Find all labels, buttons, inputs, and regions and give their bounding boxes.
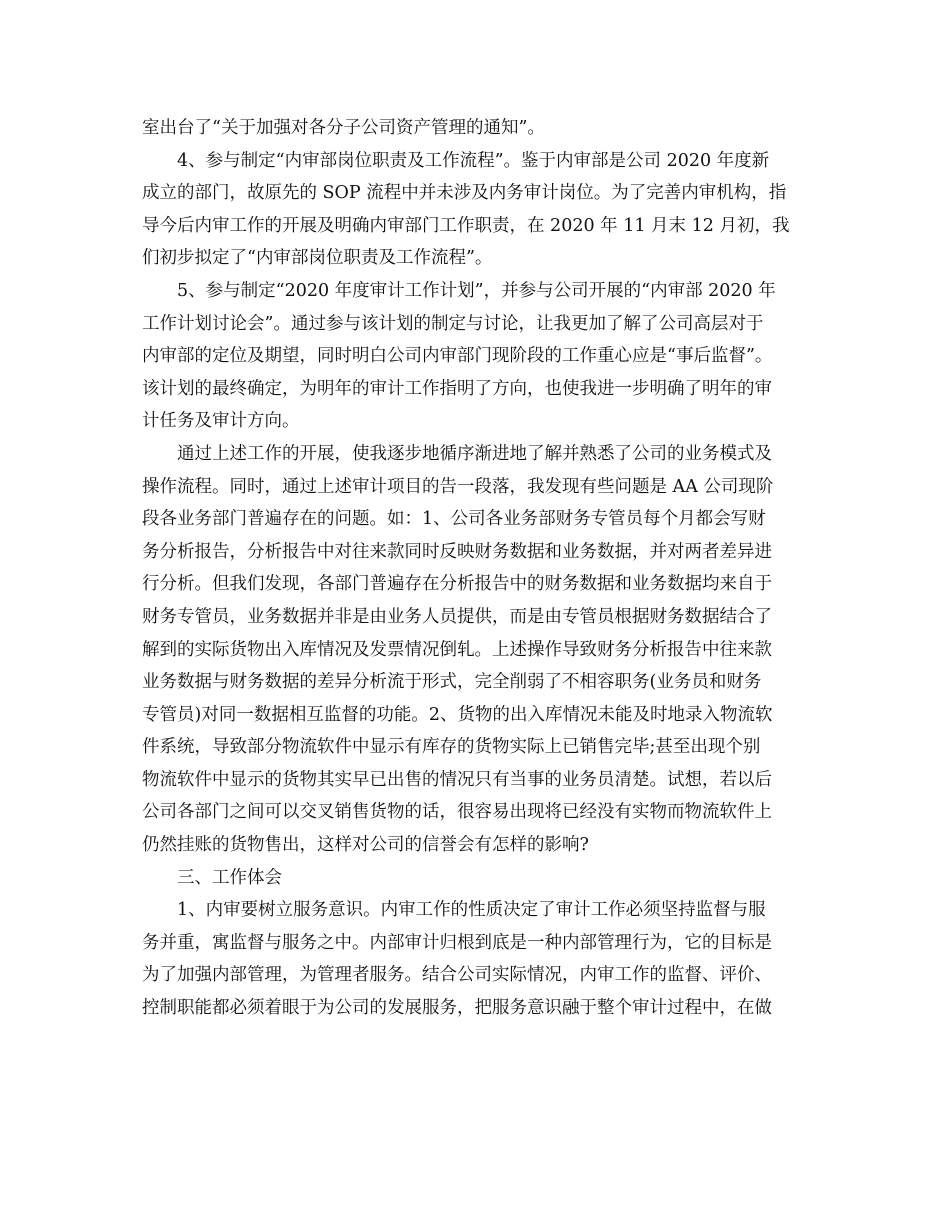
text-line: 成立的部门，故原先的 SOP 流程中并未涉及内务审计岗位。为了完善内审机构，指 [142, 183, 787, 204]
text-line: 公司各部门之间可以交叉销售货物的话，很容易出现将已经没有实物而物流软件上 [142, 802, 772, 823]
text-line: 计任务及审计方向。 [142, 411, 300, 432]
text-line: 件系统，导致部分物流软件中显示有库存的货物实际上已销售完毕;甚至出现个别 [142, 737, 761, 758]
text-line: 该计划的最终确定，为明年的审计工作指明了方向，也使我进一步明确了明年的审 [142, 378, 772, 399]
text-line: 解到的实际货物出入库情况及发票情况倒轧。上述操作导致财务分析报告中往来款 [142, 639, 772, 660]
text-line: 段各业务部门普遍存在的问题。如：1、公司各业务部财务专管员每个月都会写财 [142, 509, 766, 530]
text-line: 财务专管员，业务数据并非是由业务人员提供，而是由专管员根据财务数据结合了 [142, 606, 772, 627]
text-line: 1、内审要树立服务意识。内审工作的性质决定了审计工作必须坚持监督与服 [177, 900, 766, 921]
text-line: 内审部的定位及期望，同时明白公司内审部门现阶段的工作重心应是“事后监督”。 [142, 346, 773, 367]
text-line: 专管员)对同一数据相互监督的功能。2、货物的出入库情况未能及时地录入物流软 [142, 704, 773, 725]
text-line: 业务数据与财务数据的差异分析流于形式，完全削弱了不相容职务(业务员和财务 [142, 672, 762, 693]
text-line: 行分析。但我们发现，各部门普遍存在分析报告中的财务数据和业务数据均来自于 [142, 574, 772, 595]
text-line: 4、参与制定“内审部岗位职责及工作流程”。鉴于内审部是公司 2020 年度新 [177, 150, 770, 171]
text-line: 仍然挂账的货物售出，这样对公司的信誉会有怎样的影响? [142, 835, 589, 856]
text-line: 务并重，寓监督与服务之中。内部审计归根到底是一种内部管理行为，它的目标是 [142, 932, 772, 953]
text-line: 控制职能都必须着眼于为公司的发展服务，把服务意识融于整个审计过程中，在做 [142, 998, 772, 1019]
section-heading: 三、工作体会 [177, 867, 282, 888]
text-line: 导今后内审工作的开展及明确内审部门工作职责，在 2020 年 11 月末 12 月初，我 [142, 215, 790, 236]
text-line: 为了加强内部管理，为管理者服务。结合公司实际情况，内审工作的监督、评价、 [142, 965, 772, 986]
document-page [142, 112, 814, 1025]
text-line: 们初步拟定了“内审部岗位职责及工作流程”。 [142, 248, 493, 269]
text-line: 工作计划讨论会”。通过参与该计划的制定与讨论，让我更加了解了公司高层对于 [142, 313, 764, 334]
text-line: 务分析报告，分析报告中对往来款同时反映财务数据和业务数据，并对两者差异进 [142, 541, 772, 562]
text-line: 物流软件中显示的货物其实早已出售的情况只有当事的业务员清楚。试想，若以后 [142, 769, 772, 790]
text-line: 5、参与制定“2020 年度审计工作计划”，并参与公司开展的“内审部 2020 年 [177, 280, 776, 301]
text-line: 通过上述工作的开展，使我逐步地循序渐进地了解并熟悉了公司的业务模式及 [177, 443, 772, 464]
text-line: 室出台了“关于加强对各分子公司资产管理的通知”。 [142, 118, 545, 138]
text-line: 操作流程。同时，通过上述审计项目的告一段落，我发现有些问题是 AA 公司现阶 [142, 476, 774, 497]
